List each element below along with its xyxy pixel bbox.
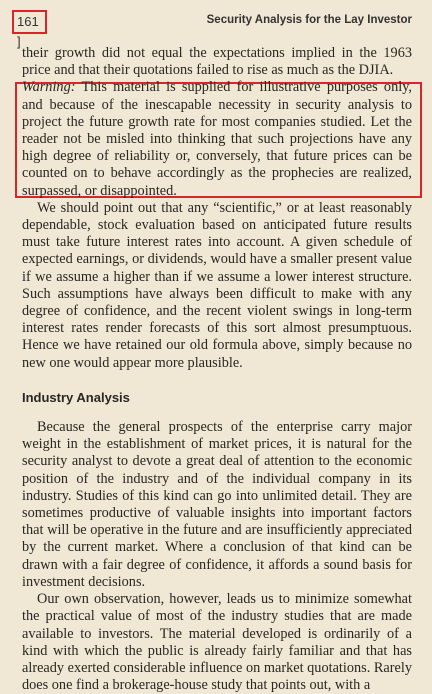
body-text: [22, 45, 412, 694]
paragraph-continuation: their growth did not equal the expectations implied in the 1963 price and that their quotations failed to rise as much as the DJIA.: [22, 45, 412, 79]
paragraph-observation: Our own observation, however, leads us to minimize somewhat the practical value of most of the industry studies that are made available to investors. The material developed is ordinarily of a kind with which the public is already fairly familiar and that has already exerted considerable influence on market quotations. Rarely does one find a brokerage-house study that points out, with a: [22, 591, 412, 694]
warning-text: This material is supplied for illustrative purposes only, and because of the inescapable necessity in security analysis to project the future growth rate for most companies studied. Let the reader not be misled into thinking that such projections have any high degree of reliability or, conversely, that future prices can be counted on to behave accordingly as the prophecies are realized, surpassed, or disappointed.: [22, 79, 412, 199]
paragraph-interest-rates: We should point out that any “scientific,” or at least reasonably dependable, stock evaluation based on anticipated future results must take future interest rates into account. A given schedule of expected earnings, or dividends, would have a smaller present value if we assume a higher than if we assume a lower interest structure. Such assumptions have always been difficult to make with any degree of confidence, and the recent violent swings in long-term interest rates render forecasts of this sort almost presumptuous. Hence we have retained our old formula above, simply because no new one would appear more plausible.: [22, 199, 412, 371]
section-heading: Industry Analysis: [22, 389, 130, 405]
paragraph-industry-prospects: Because the general prospects of the enterprise carry major weight in the establishment of market prices, it is natural for the security analyst to devote a great deal of attention to the economic position of the industry and of the individual company in its industry. Studies of this kind can go into unlimited detail. They are sometimes productive of valuable insights into important factors that will be operative in the future and are insufficiently appreciated by the current market. Where a conclusion of that kind can be drawn with a fair degree of confidence, it affords a sound basis for investment decisions.: [22, 419, 412, 590]
page-number: 161 ]: [12, 10, 47, 34]
page-header: [0, 0, 432, 49]
running-head: Security Analysis for the Lay Investor: [206, 14, 412, 26]
warning-label: Warning:: [22, 79, 76, 96]
warning-paragraph: [22, 79, 412, 199]
